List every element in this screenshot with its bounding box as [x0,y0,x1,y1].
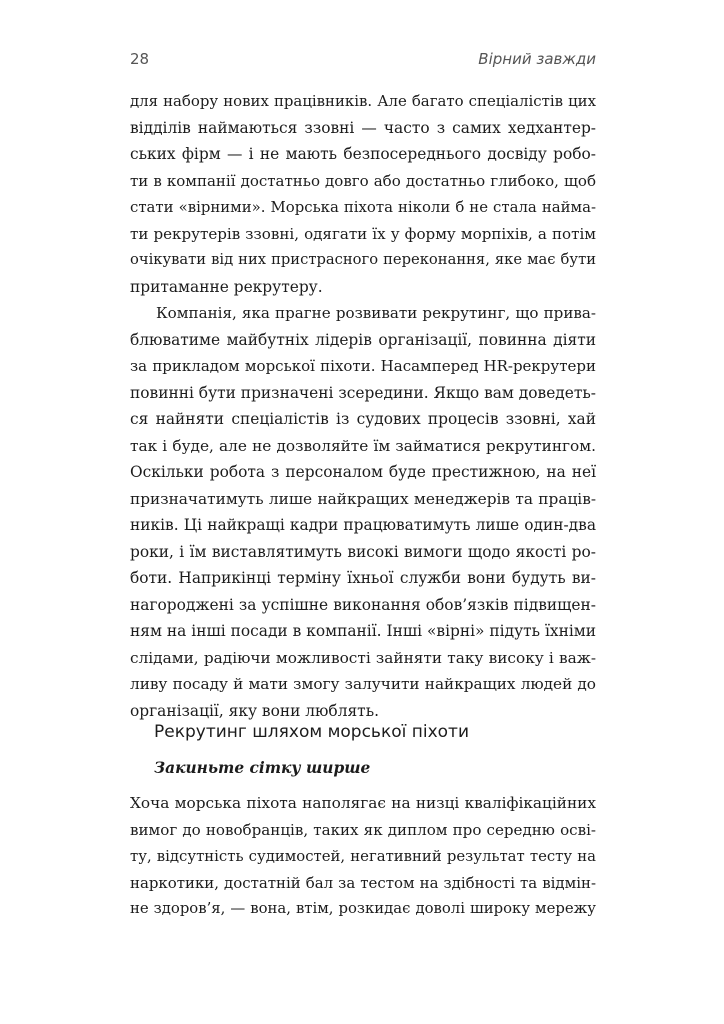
text-line: ням на інші посади в компанії. Інші «вірні» підуть їхніми [130,622,596,640]
body-text [130,88,596,724]
text-line: Оскільки робота з персоналом буде престижною, на неї [130,463,596,481]
section-heading: Рекрутинг шляхом морської піхоти [154,722,469,742]
text-line: не здоров’я, — вона, втім, розкидає доволі широку мережу [130,900,596,917]
text-line: вимог до новобранців, таких як диплом про середню осві- [130,820,596,839]
text-line: блюватиме майбутніх лідерів організації, повинна діяти [130,330,596,349]
text-line: організації, яку вони люблять. [130,701,379,720]
section-subheading: Закиньте сітку ширше [154,759,371,777]
text-line: ливу посаду й мати змогу залучити найкращих людей до [130,675,596,693]
text-line: ту, відсутність судимостей, негативний результат тесту на [130,847,596,865]
running-head [130,50,596,74]
paragraph-1 [130,88,596,300]
text-line: наркотики, достатній бал за тестом на здібності та відмін- [130,873,596,892]
text-line: боти. Наприкінці терміну їхньої служби вони будуть ви- [130,569,596,587]
text-line: призначатимуть лише найкращих менеджерів та праців- [130,489,596,508]
text-line: притаманне рекрутеру. [130,277,323,296]
text-line: роки, і їм виставлятимуть високі вимоги щодо якості ро- [130,542,596,561]
paragraph-2 [130,300,596,724]
text-line: ти рекрутерів ззовні, одягати їх у форму морпіхів, а потім [130,224,596,243]
text-line: ських фірм — і не мають безпосереднього досвіду робо- [130,145,596,163]
text-line: за прикладом морської піхоти. Насамперед HR-рекрутери [130,357,596,375]
text-line: для набору нових працівників. Але багато спеціалістів цих [130,92,596,110]
text-line: стати «вірними». Морська піхота ніколи б не стала найма- [130,198,596,216]
text-line: повинні бути призначені зсередини. Якщо вам доведеть- [130,383,596,402]
text-line: Хоча морська піхота наполягає на низці кваліфікаційних [130,794,596,812]
text-line: ти в компанії достатньо довго або достатньо глибоко, щоб [130,171,596,190]
text-line: очікувати від них пристрасного переконання, яке має бути [130,251,596,268]
text-line: нагороджені за успішне виконання обов’язків підвищен- [130,595,596,614]
text-line: так і буде, але не дозволяйте їм займатися рекрутингом. [130,436,596,455]
page-number: 28 [130,50,150,68]
text-line: ся найняти спеціалістів із судових процесів ззовні, хай [130,410,596,428]
text-line: Компанія, яка прагне розвивати рекрутинг, що прива- [156,304,596,322]
text-line: ників. Ці найкращі кадри працюватимуть лише один-два [130,516,596,534]
paragraph-3 [130,790,596,923]
text-line: відділів наймаються ззовні — часто з самих хедхантер- [130,118,596,137]
text-line: слідами, радіючи можливості зайняти таку високу і важ- [130,648,596,667]
book-title: Вірний завжди [478,50,596,68]
